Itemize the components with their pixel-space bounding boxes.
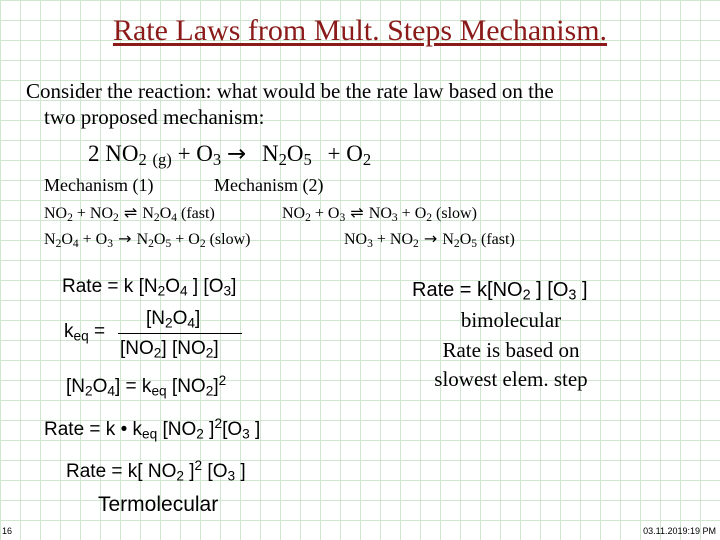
mechanism-2-step-1: $NO_2 + O_3$ ⇌ $NO_3 + O_2$ (slow) (282, 203, 477, 224)
reaction-arrow-icon: → (113, 229, 137, 248)
keq-numerator: $[N_2O_4]$ (146, 308, 201, 331)
timestamp: 03.11.2019:19 PM (643, 526, 716, 536)
reaction-arrow-icon: → (226, 141, 247, 167)
page-number: 16 (2, 526, 13, 536)
keq-fraction-bar (118, 333, 242, 334)
equilibrium-arrow-icon: ⇌ (345, 203, 369, 222)
mechanism-1-step-2: $N_2O_4 + O_3 \to N_2O_5 + O_2$ (slow) (44, 229, 251, 250)
reaction-arrow-icon: → (418, 229, 443, 248)
mechanism-1-rate-keq: Rate = k • $k_{eq}$ [$NO_2$ ]$^2[O_3$ ] (44, 416, 261, 442)
slide-title: Rate Laws from Mult. Steps Mechanism. (112, 14, 608, 47)
mechanism-2-rate-law: Rate = $k[NO_2$ ] [$O_3$ ] (412, 279, 588, 304)
keq-denominator: $[NO_2]$ $[NO_2]$ (120, 338, 219, 361)
mechanism-1-step-1: $NO_2 + NO_2$ ⇌ $N_2O_4$ (fast) (44, 203, 215, 224)
intro-line-2: two proposed mechanism: (44, 105, 265, 129)
keq-label: $k_{eq}$ = (64, 321, 106, 344)
mechanism-1-rate-law: Rate = k [$N_2O_4$ ] $[O_3]$ (62, 276, 237, 299)
overall-reaction: 2 $NO_2$ $_{(g)} + O_3 \to N_2O_5 + O_2$ (88, 141, 372, 170)
mechanism-1-heading: Mechanism (1) (44, 175, 154, 195)
mechanism-2-note-line-1: Rate is based on (442, 338, 580, 362)
mechanism-2-molecularity: bimolecular (460, 308, 562, 332)
n2o4-substitution: $[N_2O_4] = k_{eq}$ $[NO_2]^2$ (66, 373, 227, 399)
mechanism-2-note-line-2: slowest elem. step (434, 367, 588, 391)
mechanism-2-heading: Mechanism (2) (214, 175, 324, 195)
mechanism-2-step-2: $NO_3 + NO_2 \to N_2O_5$ (fast) (344, 229, 515, 250)
mechanism-1-rate-final: Rate = k[ $NO_2$ ]$^2$ [$O_3$ ] (66, 458, 246, 484)
intro-line-1: Consider the reaction: what would be the rate law based on the (26, 79, 554, 103)
equilibrium-arrow-icon: ⇌ (118, 203, 143, 222)
mechanism-1-molecularity: Termolecular (98, 493, 219, 516)
